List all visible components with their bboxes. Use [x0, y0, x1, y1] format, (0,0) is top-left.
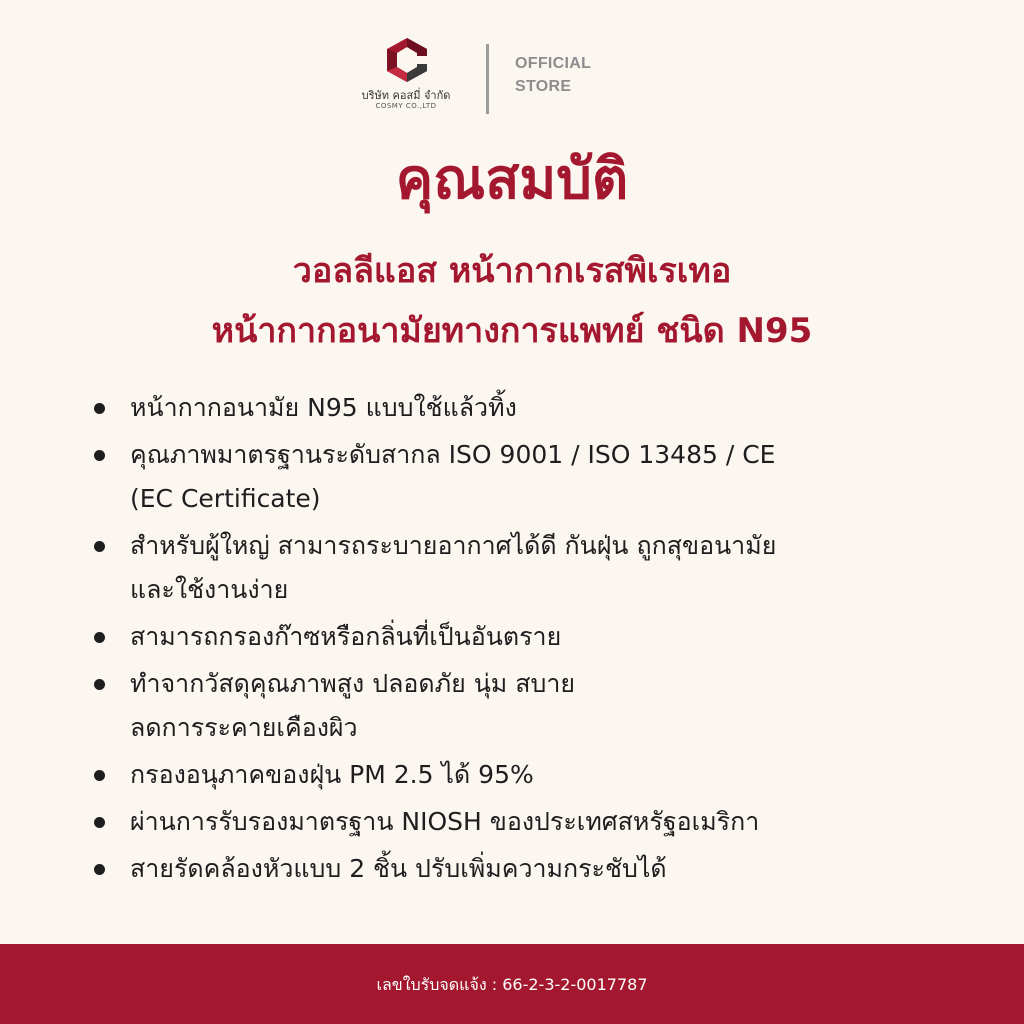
feature-text: คุณภาพมาตรฐานระดับสากล ISO 9001 / ISO 13485 / CE	[130, 440, 776, 469]
feature-item	[92, 753, 972, 797]
feature-text: และใช้งานง่าย	[130, 575, 289, 604]
header	[0, 36, 1024, 120]
bullet-icon	[94, 864, 105, 875]
feature-item	[92, 433, 972, 521]
bullet-icon	[94, 679, 105, 690]
bullet-icon	[94, 770, 105, 781]
feature-item	[92, 662, 972, 750]
store-line: STORE	[515, 78, 572, 95]
footer-bar	[0, 944, 1024, 1024]
product-subtitle-line2: หน้ากากอนามัยทางการแพทย์ ชนิด N95	[211, 311, 813, 351]
feature-text: สามารถกรองก๊าซหรือกลิ่นที่เป็นอันตราย	[130, 622, 562, 651]
feature-text: หน้ากากอนามัย N95 แบบใช้แล้วทิ้ง	[130, 393, 517, 422]
feature-item	[92, 524, 972, 612]
bullet-icon	[94, 450, 105, 461]
bullet-icon	[94, 403, 105, 414]
header-divider	[486, 44, 489, 114]
bullet-icon	[94, 817, 105, 828]
feature-item	[92, 386, 972, 430]
feature-item	[92, 847, 972, 891]
official-store-label	[515, 52, 591, 98]
feature-text: ทำจากวัสดุคุณภาพสูง ปลอดภัย นุ่ม สบาย	[130, 669, 576, 698]
company-logo	[336, 36, 476, 120]
bullet-icon	[94, 541, 105, 552]
company-name-th: บริษัท คอสมี่ จำกัด	[361, 89, 451, 102]
cosmy-c-logo-icon	[383, 36, 431, 84]
company-name-en: COSMY CO.,LTD	[375, 102, 437, 110]
feature-text: สำหรับผู้ใหญ่ สามารถระบายอากาศได้ดี กันฝุ่น ถูกสุขอนามัย	[130, 531, 777, 560]
feature-text: ผ่านการรับรองมาตรฐาน NIOSH ของประเทศสหรัฐอเมริกา	[130, 807, 760, 836]
feature-item	[92, 615, 972, 659]
feature-text: สายรัดคล้องหัวแบบ 2 ชิ้น ปรับเพิ่มความกระชับได้	[130, 854, 667, 883]
registration-number: เลขใบรับจดแจ้ง : 66-2-3-2-0017787	[376, 975, 648, 994]
feature-item	[92, 800, 972, 844]
official-line: OFFICIAL	[515, 55, 592, 72]
page-title: คุณสมบัติ	[395, 147, 629, 212]
feature-list	[92, 386, 972, 894]
feature-text: ลดการระคายเคืองผิว	[130, 713, 358, 742]
product-subtitle-line1: วอลลีแอส หน้ากากเรสพิเรเทอ	[292, 251, 732, 291]
feature-text: กรองอนุภาคของฝุ่น PM 2.5 ได้ 95%	[130, 760, 534, 789]
feature-text: (EC Certificate)	[130, 484, 321, 513]
bullet-icon	[94, 632, 105, 643]
